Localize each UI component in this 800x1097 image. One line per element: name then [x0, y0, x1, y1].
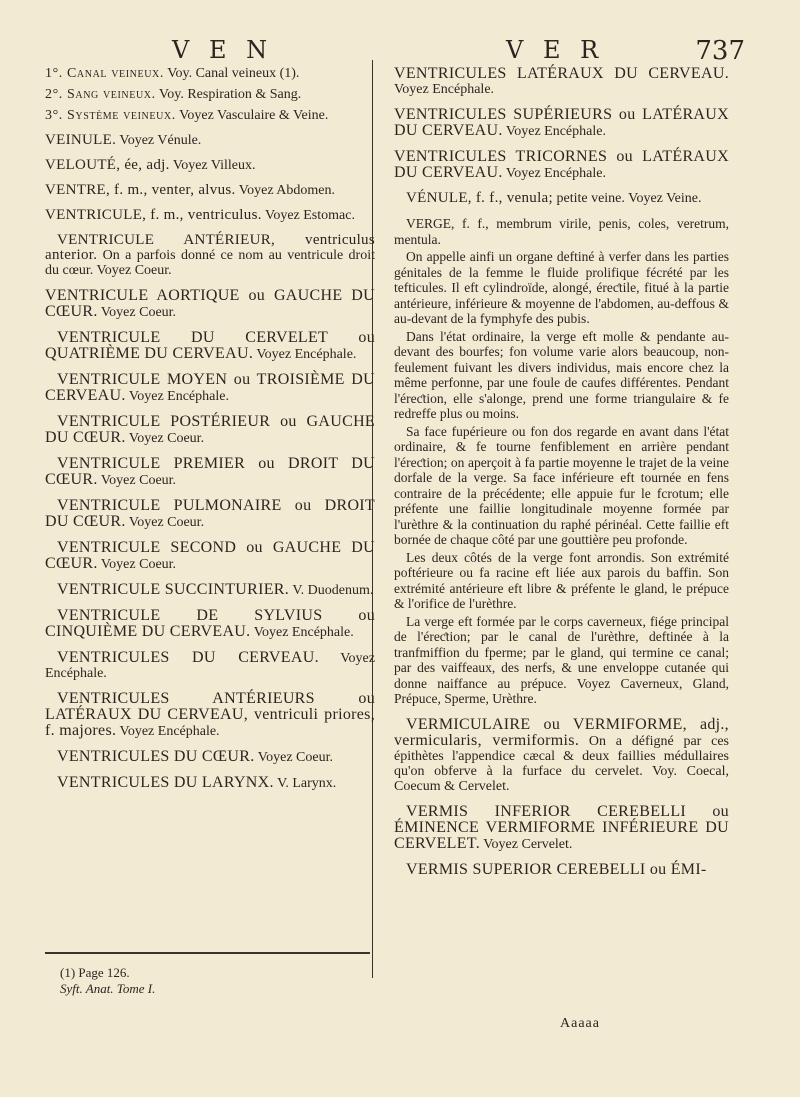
paragraph: Sa face fupérieure ou fon dos regarde en avant dans l'état ordinaire, & fe tourne fenfiblement en arrière pendant l'éreƈtion; on aperçoit à fa partie moyenne le trajet de la veine dorfale de la verge. Sa face inférieure eft tournée en fens contraire de la précédente; elle appuie fur le fcrotum; elle préfente une faillie longitudinale moyenne formée par l'urèthre & la continuation du raphé périnéal. Cette faillie eft bornée de chaque côté par une gouttière peu profonde.: [394, 423, 729, 547]
entry: VERMIS INFERIOR CEREBELLI ou ÉMINENCE VERMIFORME INFÉRIEURE DU CERVELET. Voyez Cervelet.: [394, 802, 729, 852]
running-head-left: V E N: [172, 36, 274, 64]
entry-head: VERGE, f. f., membrum virile, penis, coles, veretrum, mentula.: [394, 216, 729, 247]
entry: VENTRICULE POSTÉRIEUR ou GAUCHE DU CŒUR. Voyez Coeur.: [45, 413, 375, 446]
entry: 3°. Système veineux. Voyez Vasculaire & Veine.: [45, 108, 329, 123]
entry: VENTRE, f. m., venter, alvus. Voyez Abdomen.: [45, 182, 335, 198]
footnote: [60, 965, 360, 997]
running-head-right: V E R: [506, 36, 605, 64]
paragraph: La verge eft formée par le corps caverneux, fiége principal de l'éreƈtion; par le canal de l'urèthre, deftinée à la tranfmiffion du fperme; par le gland, qui termine ce canal; par des vaiffeaux, des nerfs, & une enveloppe cutanée qui donne naiffance au prépuce. Voyez Caverneux, Gland, Prépuce, Sperme, Urèthre.: [394, 613, 729, 706]
entry: VENTRICULE DU CERVELET ou QUATRIÈME DU CERVEAU. Voyez Encéphale.: [45, 329, 375, 362]
entry: VENTRICULES SUPÉRIEURS ou LATÉRAUX DU CERVEAU. Voyez Encéphale.: [394, 106, 729, 139]
paragraph: Dans l'état ordinaire, la verge eft molle & pendante au-devant des bourfes; fon volume varie alors beaucoup, non-feulement fuivant les divers individus, mais encore chez la même perfonne, par une foule de caufes différentes. Pendant l'éreƈtion, elle s'alonge, prend une forme triangulaire & fe redreffe plus ou moins.: [394, 328, 729, 421]
entry: VERMIS SUPERIOR CEREBELLI ou ÉMI-: [406, 860, 707, 878]
entry: VENTRICULE SECOND ou GAUCHE DU CŒUR. Voyez Coeur.: [45, 539, 375, 572]
entry: VENTRICULES DU CERVEAU. Voyez Encéphale.: [45, 649, 375, 681]
entry: VENTRICULE PREMIER ou DROIT DU CŒUR. Voyez Coeur.: [45, 455, 375, 488]
entry: VENTRICULES DU CŒUR. Voyez Coeur.: [57, 748, 333, 765]
left-column: [45, 66, 375, 801]
entry: VENTRICULES TRICORNES ou LATÉRAUX DU CERVEAU. Voyez Encéphale.: [394, 148, 729, 181]
entry: 2°. Sang veineux. Voy. Respiration & Sang.: [45, 87, 302, 102]
entry: VENTRICULE MOYEN ou TROISIÈME DU CERVEAU. Voyez Encéphale.: [45, 371, 375, 404]
entry: VÉNULE, f. f., venula; petite veine. Voyez Veine.: [406, 190, 702, 206]
footnote-line: (1) Page 126.: [60, 965, 130, 980]
entry: VENTRICULE PULMONAIRE ou DROIT DU CŒUR. Voyez Coeur.: [45, 497, 375, 530]
entry: VENTRICULE DE SYLVIUS ou CINQUIÈME DU CERVEAU. Voyez Encéphale.: [45, 607, 375, 640]
entry: VELOUTÉ, ée, adj. Voyez Villeux.: [45, 157, 256, 173]
entry: VENTRICULE, f. m., ventriculus. Voyez Estomac.: [45, 207, 355, 223]
entry: 1°. Canal veineux. Voy. Canal veineux (1).: [45, 66, 300, 81]
entry: VENTRICULE AORTIQUE ou GAUCHE DU CŒUR. Voyez Coeur.: [45, 287, 375, 320]
entry: VENTRICULES LATÉRAUX DU CERVEAU. Voyez Encéphale.: [394, 65, 729, 97]
paragraph: Les deux côtés de la verge font arrondis. Son extrémité poftérieure ou fa racine eft liée aux parois du baffin. Son extrémité antérieure eft libre & préfente le gland, le prépuce & l'orifice de l'urèthre.: [394, 549, 729, 611]
page-number: 737: [695, 36, 745, 66]
paragraph: On appelle ainfi un organe deftiné à verfer dans les parties génitales de la femme le fluide prolifique fécrété par les tefticules. Il eft cylindroïde, alongé, éreƈtile, fitué à la partie antérieure, inférieure & moyenne de l'abdomen, au-deffous & au-devant de la fymphyfe des pubis.: [394, 249, 729, 326]
footnote-rule: [45, 952, 370, 954]
footnote-line: Syft. Anat. Tome I.: [60, 981, 156, 996]
entry: VENTRICULE ANTÉRIEUR, ventriculus anterior. On a parfois donné ce nom au ventricule droit du cœur. Voyez Coeur.: [45, 232, 375, 278]
right-column: [394, 66, 729, 888]
entry: VENTRICULE SUCCINTURIER. V. Duodenum.: [57, 581, 374, 598]
entry: VEINULE. Voyez Vénule.: [45, 132, 202, 148]
entry: VERMICULAIRE ou VERMIFORME, adj., vermicularis, vermiformis. On a défigné par ces épithètes l'appendice cæcal & deux faillies médullaires qu'on obferve à la furface du cervelet. Voy. Coecal, Coecum & Cervelet.: [394, 715, 729, 794]
entry: VENTRICULES ANTÉRIEURS ou LATÉRAUX DU CERVEAU, ventriculi priores, f. majores. Voyez Encéphale.: [45, 690, 375, 739]
entry-verge: [394, 216, 729, 707]
entry: VENTRICULES DU LARYNX. V. Larynx.: [57, 774, 337, 791]
signature-mark: Aaaaa: [560, 1016, 600, 1031]
